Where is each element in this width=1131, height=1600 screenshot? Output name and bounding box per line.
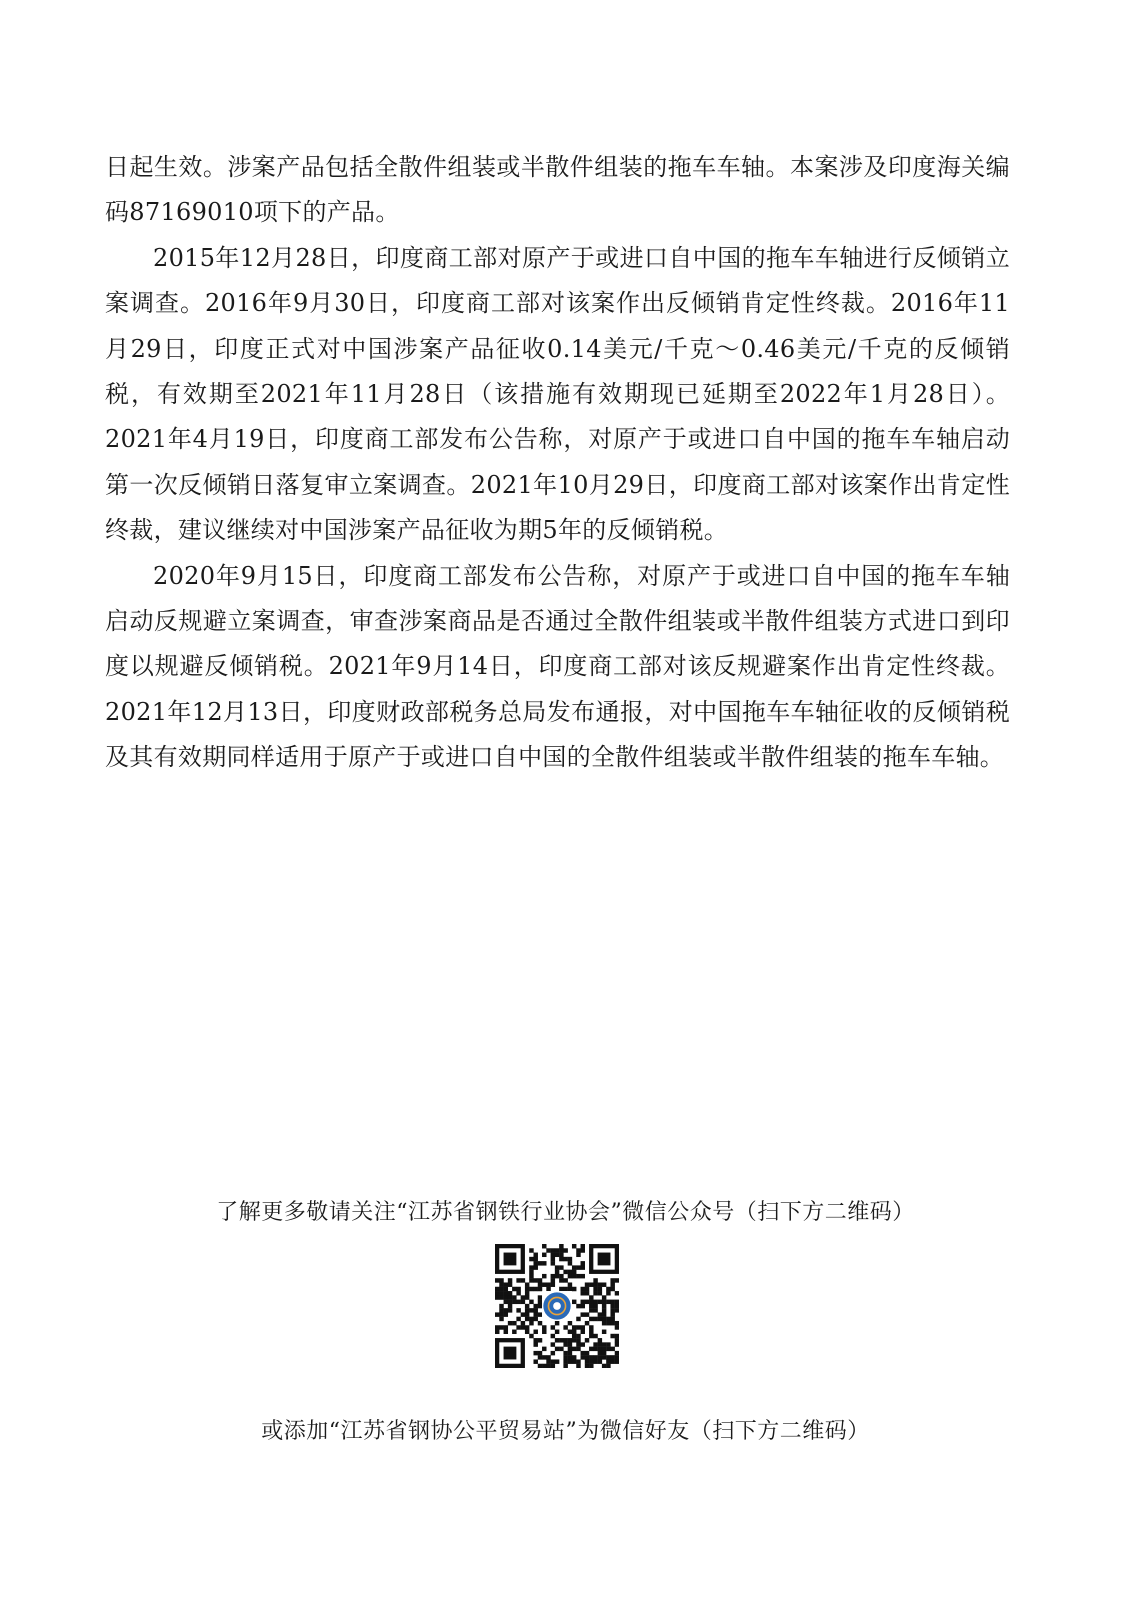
article-body [105, 145, 1010, 781]
paragraph-case-history: 2015年12月28日，印度商工部对原产于或进口自中国的拖车车轴进行反倾销立案调查。2016年9月30日，印度商工部对该案作出反倾销肯定性终裁。2016年11月29日，印度正式对中国涉案产品征收0.14美元/千克～0.46美元/千克的反倾销税，有效期至2021年11月28日（该措施有效期现已延期至2022年1月28日）。2021年4月19日，印度商工部发布公告称，对原产于或进口自中国的拖车车轴启动第一次反倾销日落复审立案调查。2021年10月29日，印度商工部对该案作出肯定性终裁，建议继续对中国涉案产品征收为期5年的反倾销税。 [105, 243, 1010, 545]
qr-code-icon [495, 1244, 619, 1368]
paragraph-anti-circumvention: 2020年9月15日，印度商工部发布公告称，对原产于或进口自中国的拖车车轴启动反规避立案调查，审查涉案商品是否通过全散件组装或半散件组装方式进口到印度以规避反倾销税。2021年9月14日，印度商工部对该反规避案作出肯定性终裁。2021年12月13日，印度财政部税务总局发布通报，对中国拖车车轴征收的反倾销税及其有效期同样适用于原产于或进口自中国的全散件组装或半散件组装的拖车车轴。 [105, 561, 1010, 772]
wechat-add-friend-text: 或添加“江苏省钢协公平贸易站”为微信好友（扫下方二维码） [261, 1419, 870, 1444]
wechat-follow-text: 了解更多敬请关注“江苏省钢铁行业协会”微信公众号（扫下方二维码） [216, 1200, 915, 1225]
paragraph-continuation: 日起生效。涉案产品包括全散件组装或半散件组装的拖车车轴。本案涉及印度海关编码87169010项下的产品。 [105, 153, 1010, 227]
